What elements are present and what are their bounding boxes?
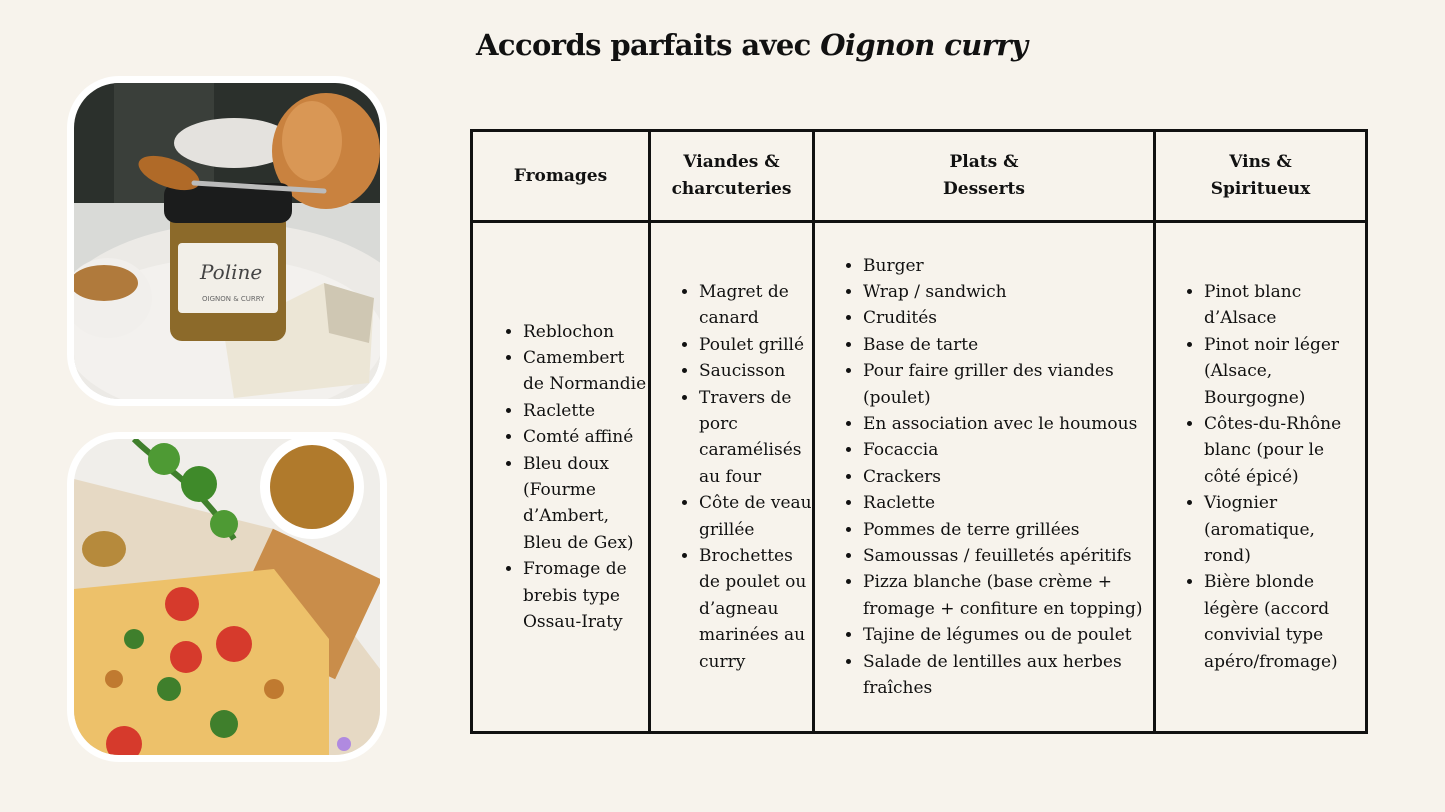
column-plats <box>814 222 1155 733</box>
list-item: • Burger <box>863 253 1153 279</box>
list-item: • Camembert de Normandie <box>523 345 648 398</box>
jar-brand-label: Poline <box>200 260 263 284</box>
list-item: • Pizza blanche (base crème + fromage + confiture en topping) <box>863 569 1153 622</box>
header-vins: Vins & Spiritueux <box>1155 131 1367 222</box>
list-item: • Travers de porc caramélisés au four <box>699 385 812 491</box>
list-item: • Wrap / sandwich <box>863 279 1153 305</box>
list-fromages <box>473 319 648 636</box>
jar-product-label: OIGNON & CURRY <box>202 295 265 303</box>
list-item: • En association avec le houmous <box>863 411 1153 437</box>
list-item: • Côtes-du-Rhône blanc (pour le côté épicé) <box>1204 411 1365 490</box>
list-item: • Côte de veau grillée <box>699 490 812 543</box>
list-item: • Focaccia <box>863 437 1153 463</box>
list-item: • Pinot noir léger (Alsace, Bourgogne) <box>1204 332 1365 411</box>
list-item: • Viognier (aromatique, rond) <box>1204 490 1365 569</box>
list-item: • Base de tarte <box>863 332 1153 358</box>
title-product: Oignon curry <box>820 28 1028 62</box>
header-viandes: Viandes & charcuteries <box>650 131 814 222</box>
list-item: • Brochettes de poulet ou d’agneau marinées au curry <box>699 543 812 675</box>
column-fromages <box>472 222 650 733</box>
table-header-row <box>472 131 1367 222</box>
list-item: • Saucisson <box>699 358 812 384</box>
list-plats <box>815 253 1153 702</box>
list-vins <box>1156 279 1365 675</box>
list-item: • Crackers <box>863 464 1153 490</box>
list-item: • Crudités <box>863 305 1153 331</box>
page-title <box>476 28 1027 62</box>
list-item: • Tajine de légumes ou de poulet <box>863 622 1153 648</box>
list-item: • Pour faire griller des viandes (poulet) <box>863 358 1153 411</box>
list-item: • Comté affiné <box>523 424 648 450</box>
column-viandes <box>650 222 814 733</box>
focaccia-photo <box>67 432 387 762</box>
list-item: • Bière blonde légère (accord convivial type apéro/fromage) <box>1204 569 1365 675</box>
title-prefix: Accords parfaits avec <box>476 28 821 62</box>
jar-photo <box>67 76 387 406</box>
list-item: • Raclette <box>523 398 648 424</box>
list-item: • Pinot blanc d’Alsace <box>1204 279 1365 332</box>
header-fromages: Fromages <box>472 131 650 222</box>
list-item: • Magret de canard <box>699 279 812 332</box>
list-item: • Poulet grillé <box>699 332 812 358</box>
list-item: • Salade de lentilles aux herbes fraîches <box>863 649 1153 702</box>
list-item: • Raclette <box>863 490 1153 516</box>
header-plats: Plats & Desserts <box>814 131 1155 222</box>
list-item: • Reblochon <box>523 319 648 345</box>
list-viandes <box>651 279 812 675</box>
column-vins <box>1155 222 1367 733</box>
table-row <box>472 222 1367 733</box>
list-item: • Bleu doux (Fourme d’Ambert, Bleu de Gex) <box>523 451 648 557</box>
list-item: • Pommes de terre grillées <box>863 517 1153 543</box>
list-item: • Fromage de brebis type Ossau-Iraty <box>523 556 648 635</box>
list-item: • Samoussas / feuilletés apéritifs <box>863 543 1153 569</box>
pairings-table <box>470 129 1368 734</box>
